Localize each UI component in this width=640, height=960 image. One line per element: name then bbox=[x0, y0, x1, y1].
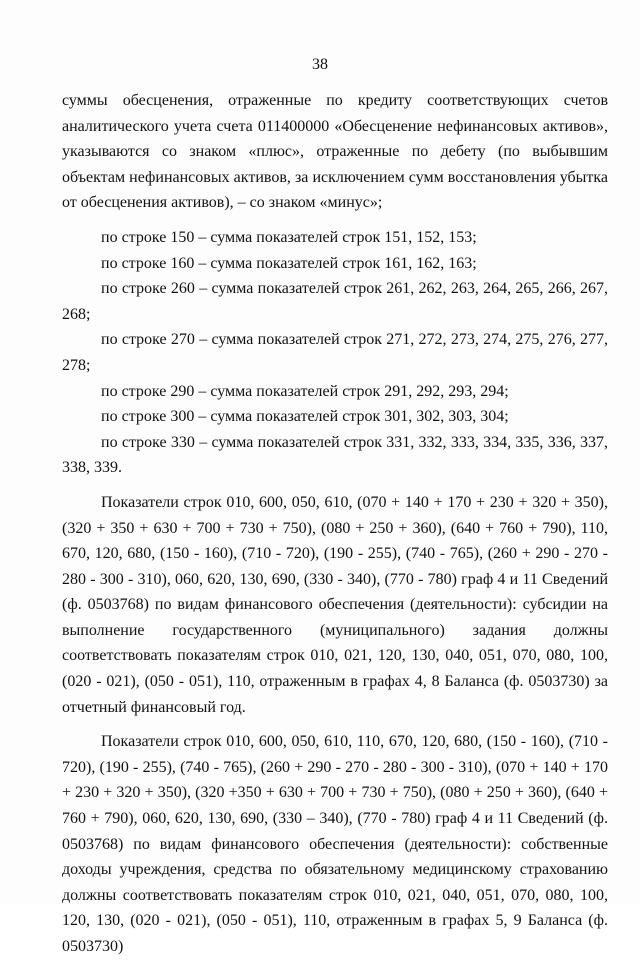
document-body bbox=[62, 88, 608, 960]
paragraph-line-300: по строке 300 – сумма показателей строк 301, 302, 303, 304; bbox=[101, 408, 509, 426]
paragraph-line-290: по строке 290 – сумма показателей строк 291, 292, 293, 294; bbox=[101, 382, 509, 400]
paragraph-line-160: по строке 160 – сумма показателей строк 161, 162, 163; bbox=[101, 254, 477, 272]
paragraph-impairment: суммы обесценения, отраженные по кредиту соответствующих счетов аналитического учета счета 011400000 «Обесценение нефинансовых активов», указываются со знаком «плюс», отраженные по дебету (по выбывшим объектам нефинансовых активов, за исключением сумм восстановления убытка от обесценения активов), – со знаком «минус»; bbox=[62, 92, 608, 212]
paragraph-subsidies: Показатели строк 010, 600, 050, 610, (070 + 140 + 170 + 230 + 320 + 350), (320 + 350 + 630 + 700 + 730 + 750), (080 + 250 + 360), (640 + 760 + 790), 110, 670, 120, 680, (150 - 160), (710 - 720), (190 - 255), (740 - 765), (260 + 290 - 270 - 280 - 300 - 310), 060, 620, 130, 690, (330 - 340), (770 - 780) граф 4 и 11 Сведений (ф. 0503768) по видам финансового обеспечения (деятельности): субсидии на выполнение государственного (муниципального) задания должны соответствовать показателям строк 010, 021, 120, 130, 040, 051, 070, 080, 100, (020 - 021), (050 - 051), 110, отраженным в графах 4, 8 Баланса (ф. 0503730) за отчетный финансовый год. bbox=[62, 493, 608, 716]
paragraph-line-150: по строке 150 – сумма показателей строк 151, 152, 153; bbox=[101, 228, 477, 246]
paragraph-own-income: Показатели строк 010, 600, 050, 610, 110, 670, 120, 680, (150 - 160), (710 - 720), (190 - 255), (740 - 765), (260 + 290 - 270 - 280 - 300 - 310), (070 + 140 + 170 + 230 + 320 + 350), (320 +350 + 630 + 700 + 730 + 750), (080 + 250 + 360), (640 + 760 + 790), 060, 620, 130, 690, (330 – 340), (770 - 780) граф 4 и 11 Сведений (ф. 0503768) по видам финансового обеспечения (деятельности): собственные доходы учреждения, средства по обязательному медицинскому страхованию должны соответствовать показателям строк 010, 021, 040, 051, 070, 080, 100, 120, 130, (020 - 021), (050 - 051), 110, отраженным в графах 5, 9 Баланса (ф. 0503730) bbox=[62, 733, 608, 955]
paragraph-line-270: по строке 270 – сумма показателей строк 271, 272, 273, 274, 275, 276, 277, 278; bbox=[62, 331, 608, 374]
page-number: 38 bbox=[312, 56, 328, 73]
paragraph-line-260: по строке 260 – сумма показателей строк 261, 262, 263, 264, 265, 266, 267, 268; bbox=[62, 280, 608, 323]
paragraph-line-330: по строке 330 – сумма показателей строк 331, 332, 333, 334, 335, 336, 337, 338, 339. bbox=[62, 433, 608, 477]
